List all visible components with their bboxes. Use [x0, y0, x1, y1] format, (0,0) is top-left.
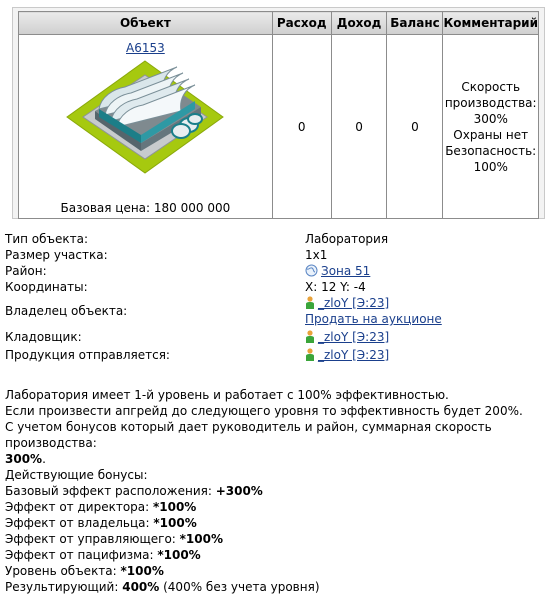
result-suffix: (400% без учета уровня) — [159, 580, 320, 594]
base-price: Базовая цена: 180 000 000 — [60, 201, 231, 215]
property-value: Лаборатория — [305, 232, 389, 246]
property-label: Размер участка: — [5, 248, 108, 262]
table-header-row — [19, 12, 539, 35]
header-expense: Расход — [272, 12, 331, 35]
property-district — [5, 263, 550, 279]
object-link[interactable]: А6153 — [126, 41, 165, 55]
property-label: Район: — [5, 264, 47, 278]
property-value: X: 12 Y: -4 — [305, 280, 366, 294]
district-link[interactable]: Зона 51 — [321, 264, 371, 278]
object-properties — [5, 231, 550, 363]
header-balance: Баланс — [387, 12, 443, 35]
user-icon — [305, 348, 315, 361]
description-line: Если произвести апгрейд до следующего уровня то эффективность будет 200%. — [5, 404, 523, 418]
object-panel — [12, 7, 545, 219]
building-image[interactable] — [65, 59, 225, 174]
object-cell — [19, 35, 273, 219]
property-label: Кладовщик: — [5, 330, 82, 344]
property-storekeeper — [5, 329, 550, 345]
bonus-value: *100% — [153, 516, 197, 530]
description-line: Лаборатория имеет 1-й уровень и работает с 100% эффективностью. — [5, 388, 449, 402]
result-line — [5, 579, 555, 595]
storekeeper-link[interactable]: _zloY [Э:23] — [318, 330, 390, 344]
property-label: Координаты: — [5, 280, 88, 294]
comment-line: производства: — [444, 95, 537, 110]
description-text: . — [42, 452, 46, 466]
income-cell: 0 — [331, 35, 387, 219]
bonus-label: Эффект от управляющего: — [5, 532, 180, 546]
property-label: Продукция отправляется: — [5, 348, 170, 362]
bonus-line — [5, 547, 555, 563]
comment-cell — [443, 35, 539, 219]
property-type — [5, 231, 550, 247]
owner-value-wrap — [305, 295, 389, 311]
comment-line: 100% — [473, 159, 508, 174]
owner-link[interactable]: _zloY [Э:23] — [318, 296, 390, 310]
bonus-line — [5, 531, 555, 547]
bonus-label: Эффект от владельца: — [5, 516, 154, 530]
balance-cell: 0 — [387, 35, 443, 219]
table-row — [19, 35, 539, 219]
comment-line: Скорость — [461, 79, 521, 94]
bonuses-title: Действующие бонусы: — [5, 468, 148, 482]
shipping-link[interactable]: _zloY [Э:23] — [318, 348, 390, 362]
shipping-value-wrap — [305, 347, 389, 363]
header-object: Объект — [19, 12, 273, 35]
result-label: Результирующий: — [5, 580, 123, 594]
bonus-value: *100% — [179, 532, 224, 546]
property-shipping — [5, 347, 550, 363]
property-label: Владелец объекта: — [5, 304, 128, 318]
property-label: Тип объекта: — [5, 232, 89, 246]
property-value: 1x1 — [305, 248, 328, 262]
description-text: С учетом бонусов который дает руководитель и район, суммарная скорость производства: — [5, 420, 492, 450]
header-income: Доход — [331, 12, 387, 35]
bonus-line — [5, 563, 555, 579]
bonus-label: Базовый эффект расположения: — [5, 484, 216, 498]
expense-cell: 0 — [272, 35, 331, 219]
total-speed-value: 300% — [5, 452, 43, 466]
bonus-value: *100% — [152, 500, 197, 514]
property-size — [5, 247, 550, 263]
result-value: 400% — [122, 580, 160, 594]
globe-icon — [305, 264, 318, 277]
description — [5, 387, 555, 595]
sell-auction-link[interactable]: Продать на аукционе — [305, 312, 442, 326]
storekeeper-value-wrap — [305, 329, 389, 345]
property-owner — [5, 295, 550, 327]
user-icon — [305, 330, 315, 343]
bonus-label: Эффект от директора: — [5, 500, 153, 514]
description-line — [5, 419, 555, 467]
object-table — [18, 11, 539, 219]
property-coords — [5, 279, 550, 295]
comment-line: 300% — [473, 111, 508, 126]
bonus-line — [5, 515, 555, 531]
user-icon — [305, 296, 315, 309]
comment-line: Охраны нет — [453, 127, 529, 142]
bonus-value: *100% — [120, 564, 164, 578]
bonus-label: Уровень объекта: — [5, 564, 121, 578]
header-comment: Комментарий — [443, 12, 539, 35]
bonus-line — [5, 483, 555, 499]
bonus-value: +300% — [215, 484, 263, 498]
bonus-label: Эффект от пацифизма: — [5, 548, 158, 562]
comment-line: Безопасность: — [445, 143, 537, 158]
district-value-wrap — [305, 263, 370, 279]
bonus-line — [5, 499, 555, 515]
bonus-value: *100% — [157, 548, 201, 562]
